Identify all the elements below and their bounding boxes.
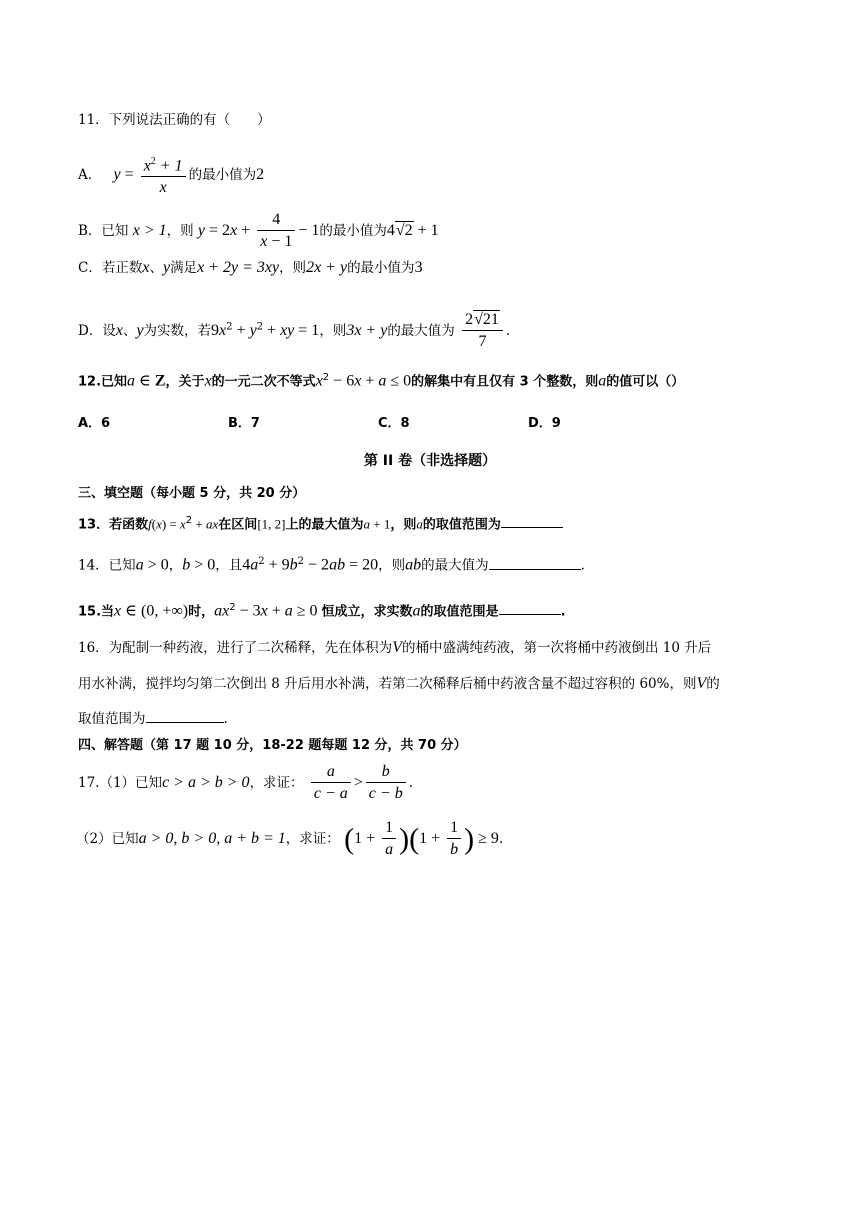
q12-option-d: D．9	[528, 416, 561, 431]
q15: 15.当x ∈ (0, +∞)时，$ax^2 - 3x + a \ge 0$ 恒成立，求实数a的取值范围是 .	[78, 602, 566, 620]
q12-option-a: A．6	[78, 416, 111, 431]
answer-blank[interactable]	[501, 513, 563, 528]
q14: 14．已知a > 0，b > 0，且$4a^2 + 9b^2 - 2ab = 20$，则ab的最大值为 .	[78, 556, 585, 574]
solve-heading: 四、解答题（第 17 题 10 分，18-22 题每题 12 分，共 70 分）	[78, 738, 467, 753]
q16-line-1: 16．为配制一种药液，进行了二次稀释，先在体积为V的桶中盛满纯药液，第一次将桶中药液倒出 10 升后	[78, 639, 712, 656]
q11-stem: 11．下列说法正确的有（ ）	[78, 112, 271, 128]
q17-part-2: （2）已知a > 0, b > 0, a + b = 1，求证： (1 + $\frac{1}{a}$ )(1 + $\frac{1}{b}$ ) ≥ 9.	[76, 818, 503, 861]
q12-option-c: C．8	[378, 416, 410, 431]
fraction: $\frac{4}{x - 1}$	[257, 210, 295, 253]
q12-stem: 12.已知a ∈ Z，关于x的一元二次不等式$x^2 - 6x + a \le 0$的解集中有且仅有 3 个整数，则a的值可以（）	[78, 372, 685, 390]
fraction: $\frac{a}{c - a}$	[311, 762, 351, 805]
fraction: $\frac{1}{a}$	[382, 818, 396, 861]
q12-option-b: B．7	[228, 416, 260, 431]
q16-line-3: 取值范围为 .	[78, 708, 228, 729]
q16-line-2: 用水补满，搅拌均匀第二次倒出 8 升后用水补满，若第二次稀释后桶中药液含量不超过容积的 60%，则V的	[78, 675, 720, 692]
fraction: $\frac{2√21}{7}$	[462, 310, 503, 353]
fraction: $\frac{1}{b}$	[447, 818, 461, 861]
answer-blank[interactable]	[499, 600, 561, 615]
q11-option-b: B．已知 x > 1，则 y = 2x + $\frac{4}{x - 1}$ − 1的最小值为4√2 + 1	[78, 210, 439, 253]
q11-option-a: A． y = $\frac{x^2 + 1}{x}$ 的最小值为2	[78, 152, 264, 199]
section-title: 第 II 卷（非选择题）	[363, 453, 497, 469]
q13: 13．若函数$f(x) = x^2$ + ax在区间[1, 2]上的最大值为a + 1，则a的取值范围为	[78, 511, 563, 535]
fraction: $\frac{x^2 + 1}{x}$	[141, 152, 186, 199]
fraction: $\frac{b}{c - b}$	[366, 762, 406, 805]
q11-option-c: C．若正数x、y满足x + 2y = 3xy，则2x + y的最小值为3	[78, 259, 423, 276]
q11-option-d: D．设x、y为实数，若$9x^2 + y^2$ + xy = 1，则3x + y的最大值为 $\frac{2√21}{7}$ .	[78, 310, 510, 353]
fill-in-heading: 三、填空题（每小题 5 分，共 20 分）	[78, 486, 306, 501]
answer-blank[interactable]	[146, 708, 224, 723]
answer-blank[interactable]	[489, 555, 581, 570]
q17-part-1: 17.（1）已知c > a > b > 0，求证： $\frac{a}{c - a}$ > $\frac{b}{c - b}$ .	[78, 762, 413, 805]
